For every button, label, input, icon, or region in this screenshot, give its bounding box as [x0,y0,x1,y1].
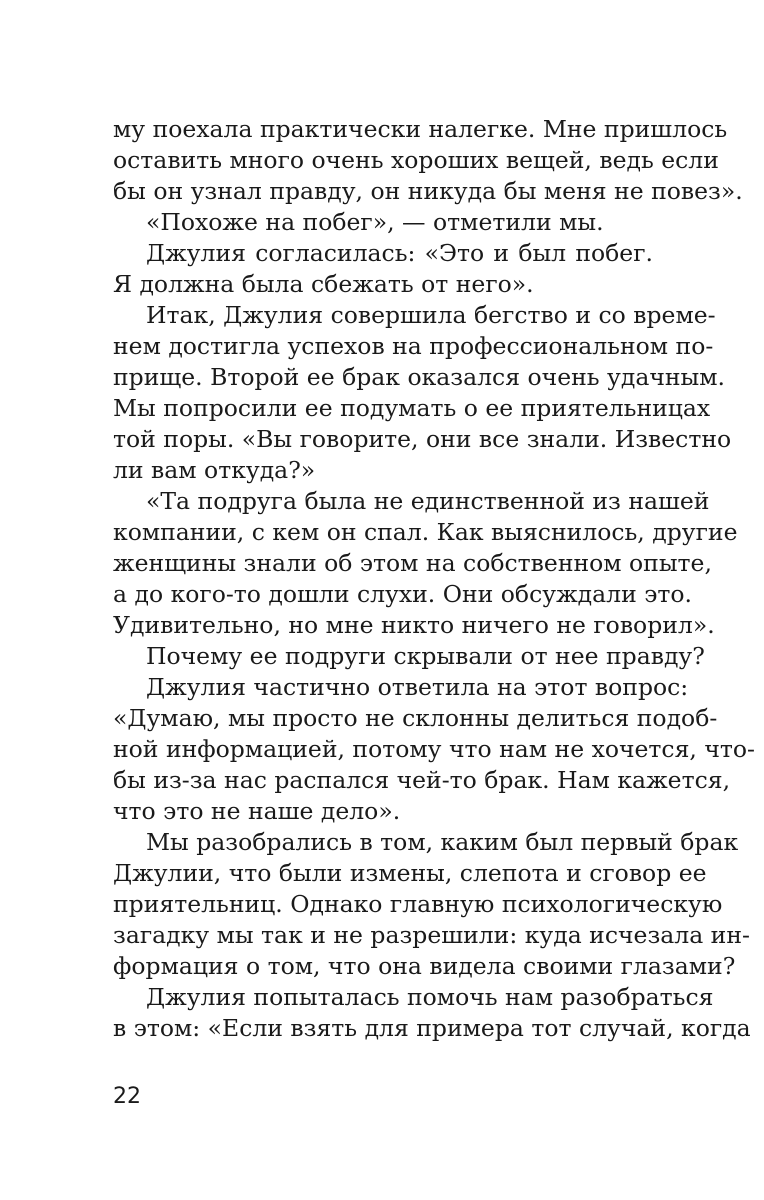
text-line: «Похоже на побег», — отметили мы. [146,208,604,236]
text-line: приятельниц. Однако главную психологическую [113,890,723,918]
text-line: что это не наше дело». [113,797,401,825]
text-line: Мы попросили ее подумать о ее приятельницах [113,394,711,422]
text-line: Джулия согласилась: «Это и был побег. [146,239,653,267]
text-line: компании, с кем он спал. Как выяснилось, другие [113,518,738,546]
text-line: прище. Второй ее брак оказался очень удачным. [113,363,725,391]
text-line: Мы разобрались в том, каким был первый брак [146,828,739,856]
text-line: Я должна была сбежать от него». [113,270,534,298]
text-line: Джулия частично ответила на этот вопрос: [146,673,689,701]
text-line: загадку мы так и не разрешили: куда исчезала ин- [113,921,750,949]
text-line: Джулии, что были измены, слепота и сговор ее [113,859,707,887]
text-line: а до кого-то дошли слухи. Они обсуждали это. [113,580,693,608]
text-line: Почему ее подруги скрывали от нее правду? [146,642,705,670]
text-line: «Та подруга была не единственной из нашей [146,487,710,515]
text-line: ли вам откуда?» [113,456,316,484]
text-line: ной информацией, потому что нам не хочется, что- [113,735,755,763]
text-line: женщины знали об этом на собственном опыте, [113,549,712,577]
text-line: той поры. «Вы говорите, они все знали. Известно [113,425,732,453]
text-line: нем достигла успехов на профессиональном по- [113,332,714,360]
text-line: бы из-за нас распался чей-то брак. Нам кажется, [113,766,731,794]
text-line: в этом: «Если взять для примера тот случай, когда [113,1014,751,1042]
text-line: «Думаю, мы просто не склонны делиться подоб- [113,704,718,732]
text-line: оставить много очень хороших вещей, ведь если [113,146,719,174]
text-line: Итак, Джулия совершила бегство и со време- [146,301,716,329]
text-line: бы он узнал правду, он никуда бы меня не повез». [113,177,743,205]
text-line: Удивительно, но мне никто ничего не говорил». [113,611,715,639]
page-number: 22 [113,1084,141,1109]
page-body-text [113,114,755,1044]
text-line: Джулия попыталась помочь нам разобраться [146,983,714,1011]
text-line: формация о том, что она видела своими глазами? [113,952,736,980]
text-line: му поехала практически налегке. Мне пришлось [113,115,728,143]
